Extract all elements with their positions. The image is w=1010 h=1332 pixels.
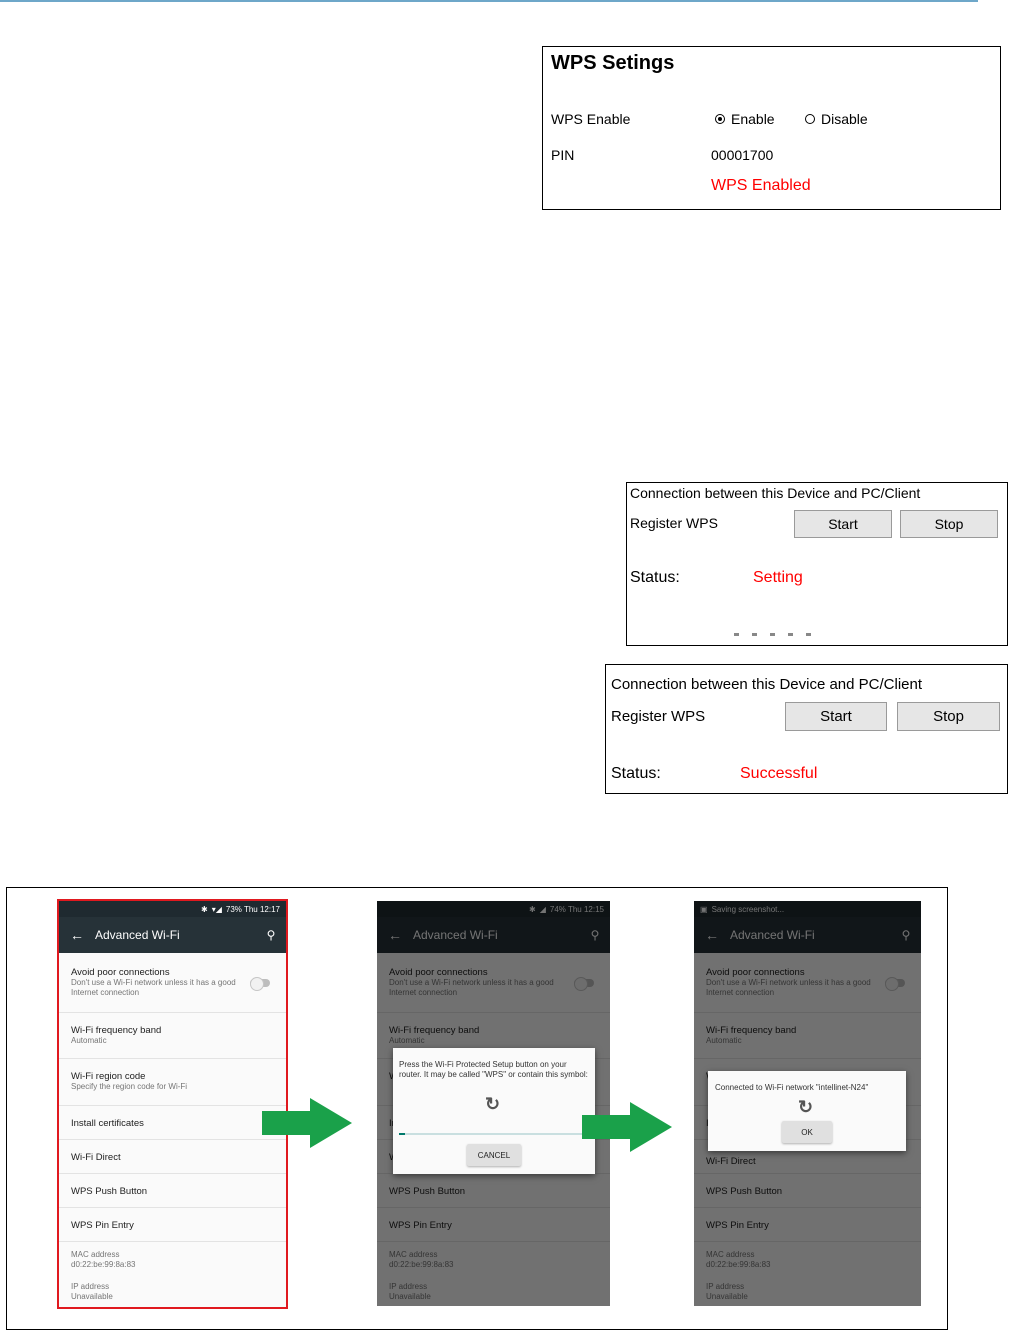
bluetooth-icon: ✱: [201, 904, 208, 914]
wps-enable-option-label: Enable: [731, 111, 775, 127]
wps-dialog: [393, 1048, 595, 1174]
list-item[interactable]: [59, 1208, 286, 1242]
green-arrow-icon: [582, 1102, 672, 1152]
list-item[interactable]: [59, 953, 286, 1013]
list-item[interactable]: [59, 1013, 286, 1059]
list-item[interactable]: [59, 1174, 286, 1208]
status-bar-text: 73% Thu 12:17: [225, 904, 280, 914]
cancel-button[interactable]: CANCEL: [467, 1144, 521, 1166]
app-bar: [59, 917, 286, 953]
list-item-title: Wi-Fi Direct: [71, 1152, 121, 1163]
stop-button[interactable]: Stop: [897, 702, 1000, 731]
status-value: Setting: [753, 569, 803, 586]
dialog-message: Press the Wi-Fi Protected Setup button on your router. It may be called "WPS" or contain this symbol:: [399, 1060, 588, 1079]
radio-unselected-icon: [805, 114, 815, 124]
status-label: Status:: [630, 569, 680, 586]
ok-button[interactable]: OK: [782, 1121, 832, 1143]
radio-selected-icon: [715, 114, 725, 124]
progress-bar: [399, 1133, 583, 1135]
address-info: [59, 1242, 286, 1308]
green-arrow-icon: [262, 1098, 352, 1148]
pin-value: 00001700: [711, 147, 774, 163]
top-rule: [0, 0, 978, 2]
ip-value: Unavailable: [71, 1292, 113, 1301]
mac-value: d0:22:be:99:8a:83: [71, 1260, 136, 1269]
list-item-title: WPS Push Button: [71, 1186, 148, 1197]
wps-symbol-icon: ↻: [485, 1094, 501, 1114]
list-item-title: Install certificates: [71, 1118, 144, 1129]
wps-enable-radio[interactable]: [715, 111, 775, 127]
wps-enable-label: WPS Enable: [551, 111, 631, 127]
settings-list: [59, 953, 286, 1308]
wps-settings-panel: [542, 46, 1001, 210]
connection-header: Connection between this Device and PC/Client: [611, 676, 923, 693]
phone-screen-advanced-wifi: [57, 899, 288, 1309]
wps-status: WPS Enabled: [711, 177, 811, 194]
list-item[interactable]: [59, 1106, 286, 1140]
back-arrow-icon[interactable]: ←: [70, 927, 84, 943]
phone-screen-connected-dialog: [694, 901, 921, 1306]
status-bar: [59, 901, 286, 917]
status-value: Successful: [740, 765, 818, 782]
start-button[interactable]: Start: [785, 702, 887, 731]
list-item-subtitle: Don't use a Wi-Fi network unless it has a good Internet connection: [71, 978, 236, 997]
list-item-title: Wi-Fi region code: [71, 1071, 146, 1082]
dialog-message: Connected to Wi-Fi network "intellinet-N24": [715, 1083, 869, 1092]
list-item-title: Avoid poor connections: [71, 967, 170, 978]
wps-settings-title: WPS Setings: [551, 52, 675, 74]
wps-disable-option-label: Disable: [821, 111, 868, 127]
app-bar-title: Advanced Wi-Fi: [95, 928, 180, 942]
connection-header: Connection between this Device and PC/Client: [630, 485, 921, 501]
wifi-signal-icon: ▾◢: [211, 904, 222, 914]
list-item-subtitle: Automatic: [71, 1036, 107, 1045]
mac-label: MAC address: [71, 1250, 120, 1259]
register-wps-panel-setting: [626, 482, 1008, 646]
register-wps-panel-success: [605, 664, 1008, 794]
toggle-switch[interactable]: [250, 979, 270, 987]
list-item[interactable]: [59, 1059, 286, 1106]
register-wps-label: Register WPS: [630, 515, 718, 531]
wps-disable-radio[interactable]: [805, 111, 868, 127]
start-button[interactable]: Start: [794, 510, 892, 538]
connected-dialog: [708, 1071, 906, 1151]
list-item-title: WPS Pin Entry: [71, 1220, 134, 1231]
phone-screen-wps-dialog: [377, 901, 610, 1306]
status-label: Status:: [611, 765, 661, 782]
stop-button[interactable]: Stop: [900, 510, 998, 538]
list-item[interactable]: [59, 1140, 286, 1174]
register-wps-label: Register WPS: [611, 708, 706, 725]
ip-label: IP address: [71, 1282, 110, 1291]
search-icon[interactable]: ⚲: [266, 928, 276, 942]
wps-symbol-icon: ↻: [798, 1097, 814, 1117]
list-item-title: Wi-Fi frequency band: [71, 1025, 162, 1036]
list-item-subtitle: Specify the region code for Wi-Fi: [71, 1082, 188, 1091]
pin-label: PIN: [551, 147, 575, 163]
progress-dots: [734, 633, 811, 636]
progress-fill: [399, 1133, 405, 1135]
